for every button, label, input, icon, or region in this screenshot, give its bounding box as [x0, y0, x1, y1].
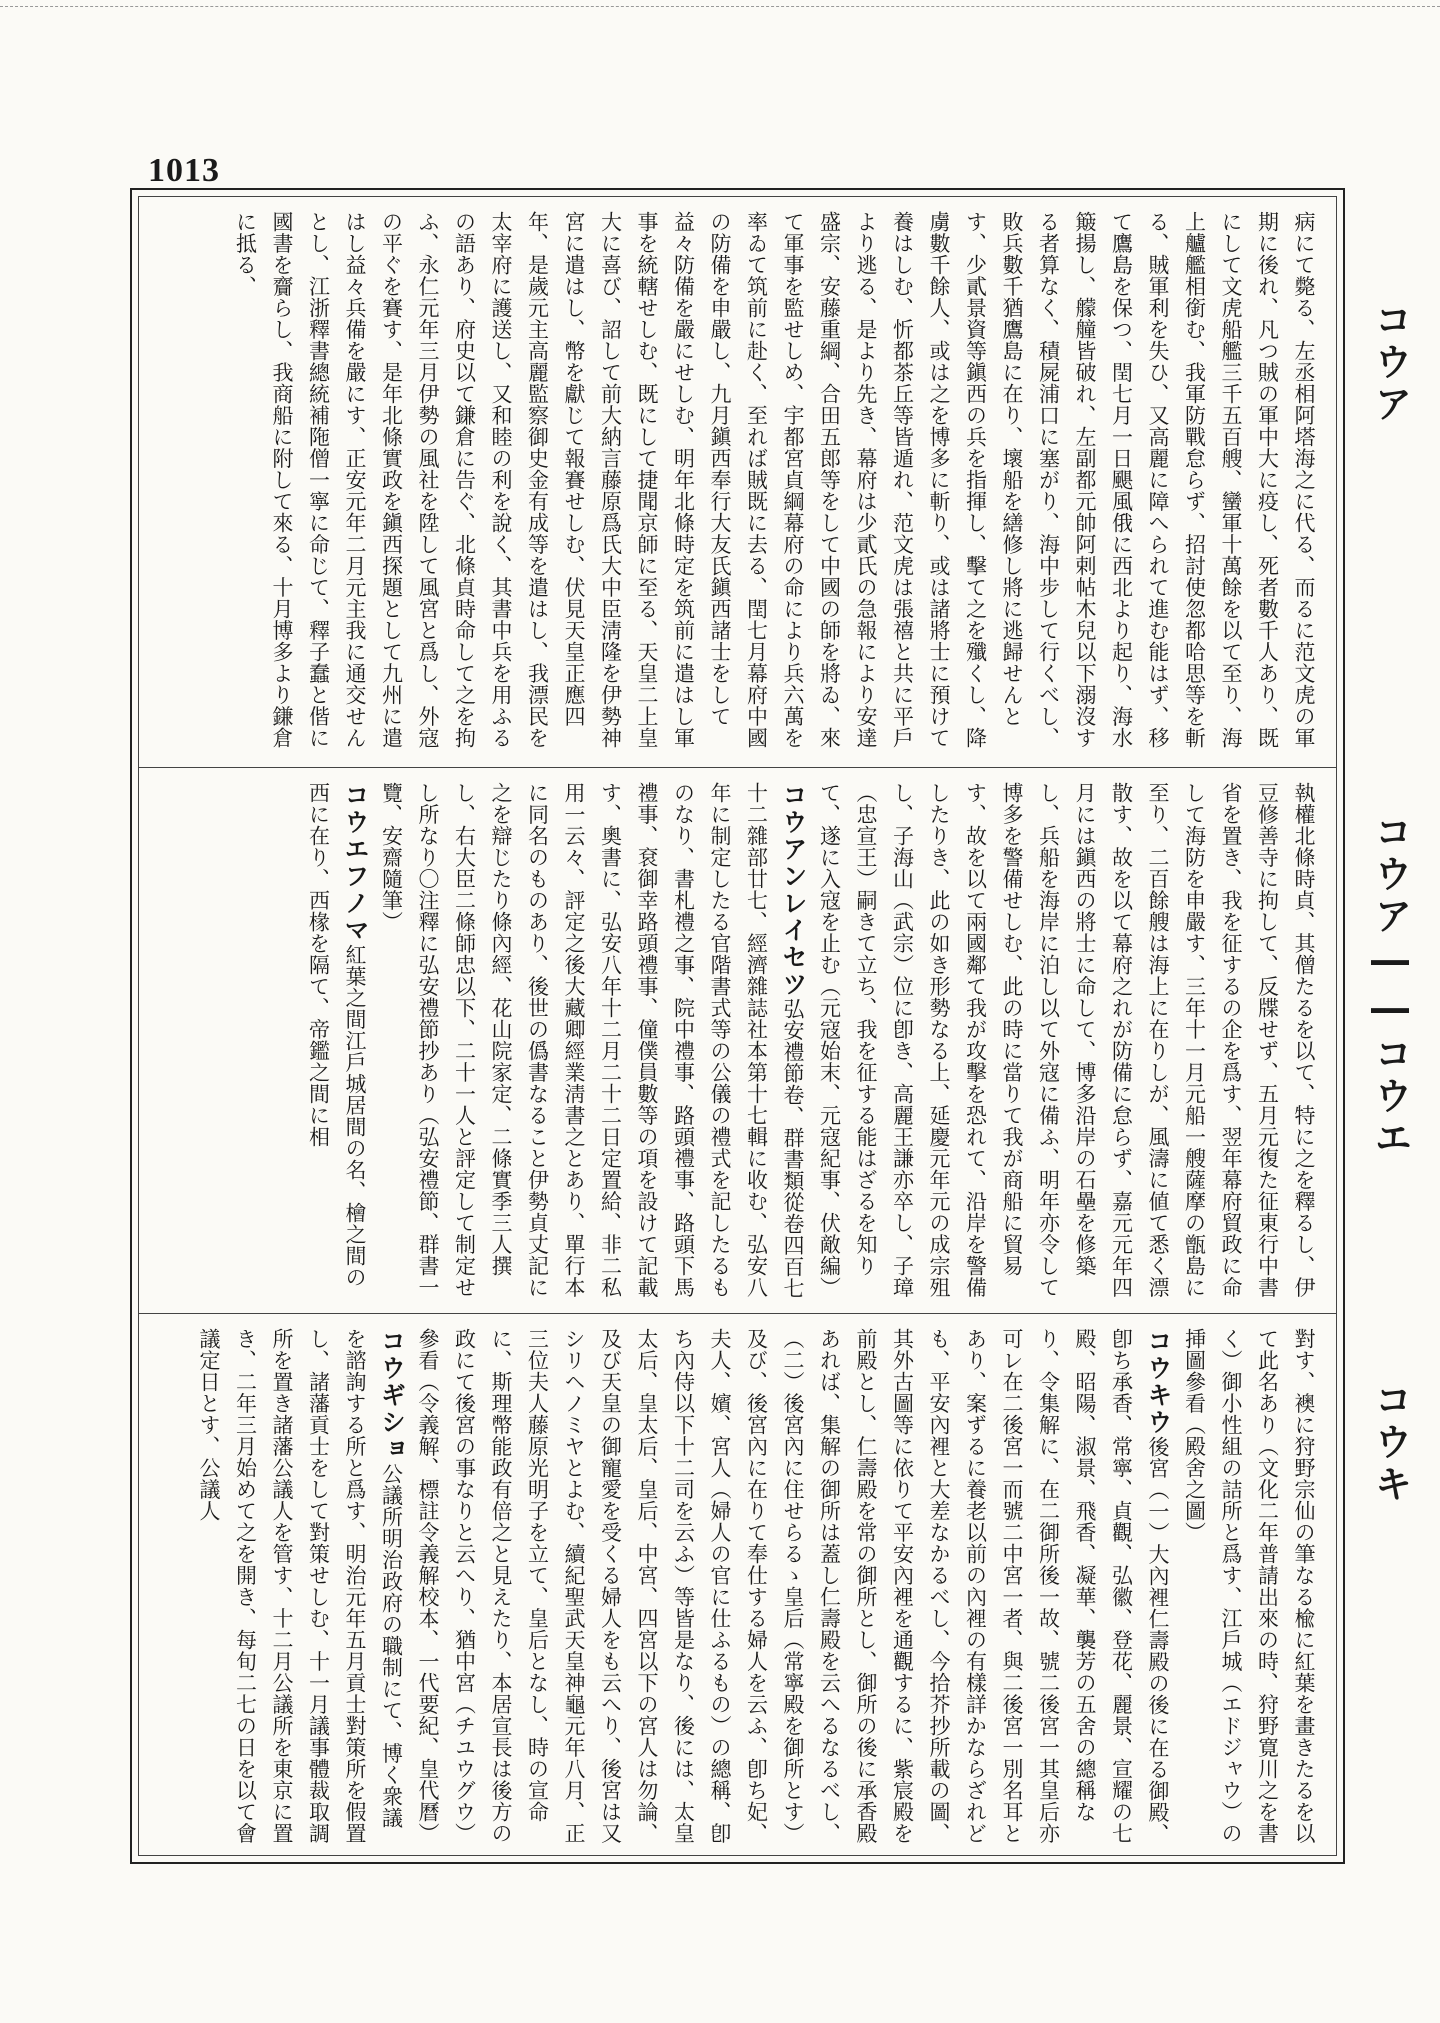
side-label-kou-a: コウア: [1368, 300, 1412, 426]
side-label-kou-a-kou-e: コウア――コウエ: [1368, 812, 1412, 1160]
band-bottom-text: [151, 1328, 1322, 1845]
page-inner-frame: [138, 196, 1337, 1856]
entry-continuation-text: 對す、襖に狩野宗仙の筆なる楡に紅葉を畫きたるを以て此名あり（文化二年普請出來の時、狩野寛川之を書く）御小性組の詰所と爲す、江戶城（エドジャウ）の挿圖參看（殿舍之圖）: [1182, 1328, 1316, 1844]
entry-headword: コウエフノマ: [341, 782, 370, 944]
entry-kouefunoma: [300, 782, 373, 1303]
entry-body: 明治政府の職制にて、博く衆議を諮詢する所と爲す、明治元年五月貢士對策所を假置し、諸藩貢士をして對策せしむ、十一月議事體裁取調所を置き諸藩公議人を管す、十二月公議所を東京に置き、二年三月始めて之を開き、每旬二七の日を以て會議定日とす、公議人: [197, 1328, 404, 1844]
entry-kanji-title: 紅葉之間: [343, 944, 367, 1030]
entry-kanji-title: 後宮: [1146, 1436, 1170, 1479]
entry-body: 卷、群書類從卷四百七十二雜部廿七、經濟雜誌社本第十七輯に收む、弘安八年に制定したる官階書式等の公儀の禮式を記したるものなり、書札禮之事、院中禮事、路頭禮事、路頭下馬禮事、袞御幸路頭禮事、僮僕員數等の項を設けて記載す、奧書に、弘安八年十二月二十二日定置給、非二私用一云々、評定之後大藏卿經業淸書之とあり、單行本に同名のものあり、後世の僞書なること伊勢貞丈記に之を辯じたり: [489, 782, 805, 1299]
band-middle: [139, 768, 1336, 1314]
top-rule: [0, 6, 1440, 8]
page-frame: [130, 188, 1345, 1864]
entry-body-tail: 條內經、花山院家定、二條實季三人撰し、右大臣二條師忠以下、二十一人と評定して制定せし所なり〇注釋に弘安禮節抄あり（弘安禮節、群書一覽、安齋隨筆）: [379, 782, 513, 1298]
entry-body: （一）大內裡仁壽殿の後に在る御殿、卽ち承香、常寧、貞觀、弘徽、登花、麗景、宣耀の七殿、昭陽、淑景、飛香、凝華、襲芳の五舍の總稱なり、令集解に、在二御所後一故、號二後宮一其皇后亦可レ在二後宮一而號二中宮一者、與二後宮一別名耳とあり、案ずるに養老以前の內裡の有樣詳かならざれども、平安內裡と大差なかるべし、今拾芥抄所載の圖、其外古圖等に依りて平安內裡を通觀するに、紫宸殿を前殿とし、仁壽殿を常の御所とし、御所の後に承香殿あれば、集解の御所は蓋し仁壽殿を云へるなるべし、（二）後宮內に住せらるゝ皇后（常寧殿を御所とす）及び、後宮內に在りて奉仕する婦人を云ふ、卽ち妃、夫人、嬪、宮人（婦人の官に仕ふるもの）の總稱、卽ち內侍以下十二司を云ふ）等皆是なり、後には、太皇太后、皇太后、皇后、中宮、四宮以下の宮人は勿論、及び天皇の御寵愛を受くる婦人をも云へり、後宮は又シリヘノミヤとよむ、續紀聖武天皇神龜元年八月、正三位夫人藤原光明子を立て、皇后となし、時の宣命に、斯理幣能政有倍之と見えたり、本居宣長は後方の政にて後宮の事なりと云へり、猶中宮（チユウグウ）參看（令義解、標註令義解校本、一代要紀、皇代曆）: [416, 1328, 1170, 1845]
band-bottom: [139, 1314, 1336, 1855]
side-label-kou-ki: コウキ: [1368, 1380, 1412, 1506]
band-middle-text: [151, 782, 1322, 1303]
entry-koukiu: [410, 1328, 1177, 1845]
entry-kougisho: [191, 1328, 410, 1845]
entry-kouanreisetsu: [373, 782, 811, 1303]
entry-headword: コウキウ: [1144, 1328, 1173, 1436]
entry-headword: コウアンレイセツ: [779, 782, 808, 998]
entry-continuation-text: 執權北條時貞、其僧たるを以て、特に之を釋るし、伊豆修善寺に拘して、反牒せず、五月元復た征東行中書省を置き、我を征するの企を爲す、翌年幕府貿政に命して海防を申嚴す、三年十一月元船一艘薩摩の甑島に至り、二百餘艘は海上に在りしが、風濤に値て悉く漂散す、故を以て幕府之れが防備に怠らず、嘉元元年四月には鎭西の將士に命して、博多沿岸の石壘を修築し、兵船を海岸に泊し以て外寇に備ふ、明年亦令して博多を警備せしむ、此の時に當りて我が商船に貿易す、故を以て兩國鄰て我が攻擊を恐れて、沿岸を警備したりき、此の如き形勢なる上、延慶元年元の成宗殂し、子海山（武宗）位に卽き、高麗王謙亦卒し、子璋（忠宣王）嗣きて立ち、我を征する能はざるを知りて、遂に入寇を止む（元寇始末、元寇紀事、伏敵編）: [817, 782, 1316, 1298]
entry-kanji-title: 公議所: [379, 1463, 404, 1528]
entry-kanji-title: 弘安禮節: [781, 998, 805, 1084]
entry-continuation-text: 病にて斃る、左丞相阿塔海之に代る、而るに范文虎の軍期に後れ、凡つ賊の軍中大に疫し、死者數千人あり、既にして文虎船艦三千五百艘、蠻軍十萬餘を以て至り、海上艫艦相銜む、我軍防戰怠らず、招討使忽都哈思等を斬る、賊軍利を失ひ、又高麗に障へられて進む能はず、移て鷹島を保つ、閏七月一日颶風俄に西北より起り、海水簸揚し、艨艟皆破れ、左副都元帥阿剌帖木兒以下溺沒する者算なく、積屍浦口に塞がり、海中步して行くべし、敗兵數千猶鷹島に在り、壞船を繕修し將に逃歸せんとす、少貳景資等鎭西の兵を指揮し、擊て之を殲くし、降虜數千餘人、或は之を博多に斬り、或は諸將士に預けて養はしむ、忻都茶丘等皆遁れ、范文虎は張禧と共に平戶より逃る、是より先き、幕府は少貳氏の急報により安達盛宗、安藤重綱、合田五郎等をして中國の師を將ゐ、來て軍事を監せしめ、宇都宮貞綱幕府の命により兵六萬を率ゐて筑前に赴く、至れば賊既に去る、閏七月幕府中國の防備を申嚴し、九月鎭西奉行大友氏鎭西諸士をして益々防備を嚴にせしむ、明年北條時定を筑前に遣はし軍事を統轄せしむ、既にして捷聞京師に至る、天皇二上皇大に喜び、詔して前大納言藤原爲氏大中臣淸隆を伊勢神宮に遣はし、幣を獻じて報賽せしむ、伏見天皇正應四年、是歲元主高麗監察御史金有成等を遣はし、我漂民を太宰府に護送し、又和睦の利を說く、其書中兵を用ふるの語あり、府史以て鎌倉に告ぐ、北條貞時命して之を拘ふ、永仁元年三月伊勢の風社を陞して風宮と爲し、外寇の平ぐを賽す、是年北條實政を鎭西探題として九州に遣はし益々兵備を嚴にす、正安元年二月元主我に通交せんとし、江浙釋書總統補陁僧一寧に命じて、釋子蠢と偕に國書を齎らし、我商船に附して來る、十月博多より鎌倉に抵る、: [233, 211, 1316, 749]
page-number: 1013: [148, 152, 220, 189]
band-top-text: [151, 211, 1322, 757]
entry-headword: コウギショ: [377, 1328, 407, 1463]
entry-body: 江戶城居間の名、檜之間の西に在り、西椽を隔て、帝鑑之間に相: [306, 782, 367, 1288]
band-top: [139, 197, 1336, 768]
